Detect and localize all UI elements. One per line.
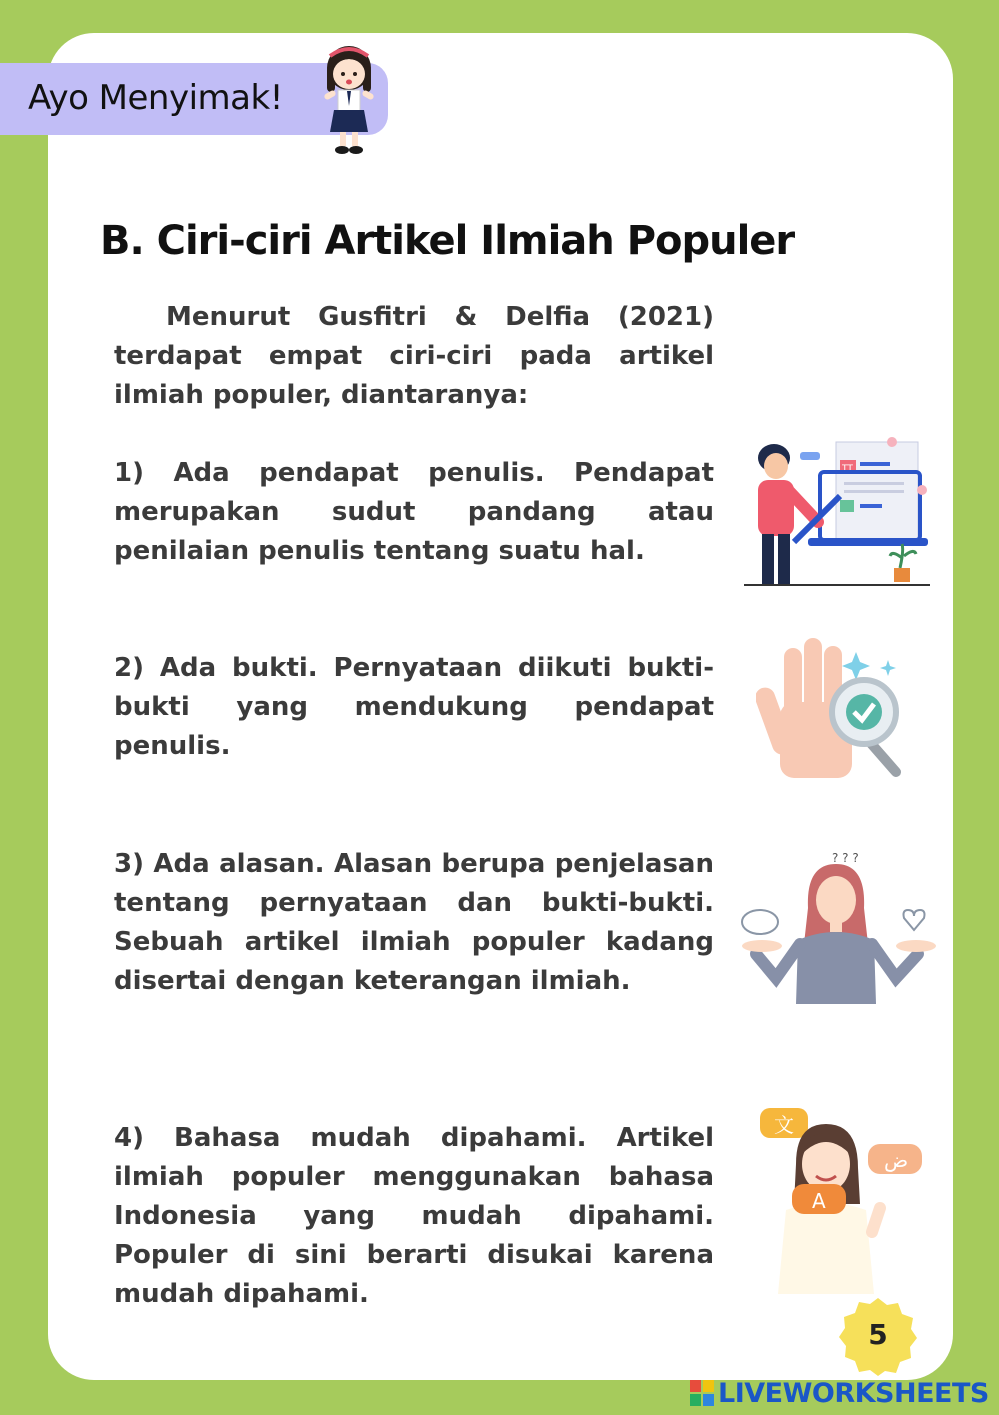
thinking-woman-icon — [736, 848, 942, 1008]
footer-brand[interactable] — [690, 1375, 989, 1411]
tt-label: TT — [842, 464, 853, 474]
language-bubble-3: A — [812, 1189, 826, 1213]
page-number: 5 — [868, 1318, 888, 1351]
language-bubble-1: 文 — [774, 1113, 794, 1137]
point-3: 3) Ada alasan. Alasan berupa penjelasan tentang pernyataan dan bukti-bukti. Sebuah artikel ilmiah populer kadang disertai dengan keterangan ilmiah. — [114, 849, 714, 996]
liveworksheets-logo-icon — [690, 1380, 714, 1406]
point-4: 4) Bahasa mudah dipahami. Artikel ilmiah populer menggunakan bahasa Indonesia yang mudah dipahami. Populer di sini berarti disukai karena mudah dipahami. — [114, 1123, 714, 1309]
point-2: 2) Ada bukti. Pernyataan diikuti bukti-bukti yang mendukung pendapat penulis. — [114, 653, 714, 761]
page-heading: B. Ciri-ciri Artikel Ilmiah Populer — [100, 218, 795, 264]
footer-brand-text: LIVEWORKSHEETS — [718, 1377, 989, 1409]
schoolgirl-icon — [318, 40, 380, 158]
point-1: 1) Ada pendapat penulis. Pendapat merupakan sudut pandang atau penilaian penulis tentang suatu hal. — [114, 458, 714, 566]
writer-laptop-icon — [744, 432, 930, 592]
language-girl-icon — [756, 1104, 926, 1294]
question-marks: ? ? ? — [832, 851, 859, 865]
language-bubble-2: ض — [884, 1148, 909, 1172]
intro-paragraph: Menurut Gusfitri & Delfia (2021) terdapat empat ciri-ciri pada artikel ilmiah populer, diantaranya: — [114, 302, 714, 410]
banner-title: Ayo Menyimak! — [28, 78, 283, 118]
hand-magnifier-icon — [756, 632, 906, 782]
